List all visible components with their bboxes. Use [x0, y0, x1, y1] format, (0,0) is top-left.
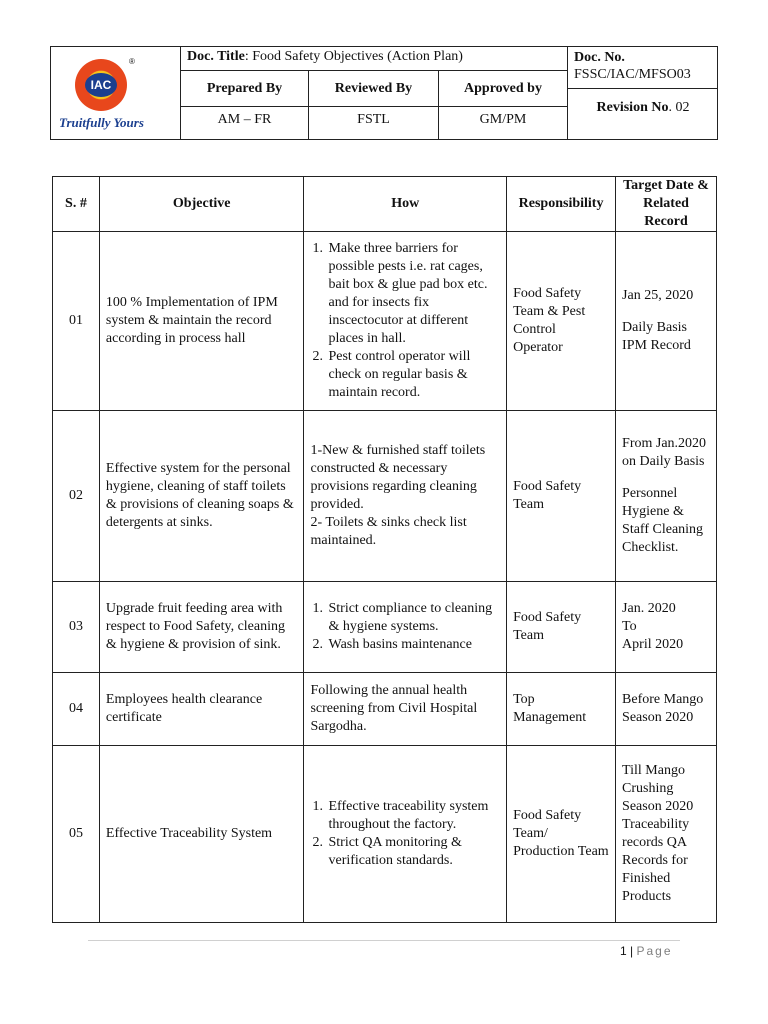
doc-number-value: FSSC/IAC/MFSO03	[574, 67, 691, 82]
doc-title	[181, 47, 568, 71]
column-header-sn: S. #	[53, 177, 100, 232]
cell-how	[304, 746, 507, 923]
how-item: 1. Strict compliance to cleaning & hygiene systems.	[326, 600, 500, 636]
target-line: Jan 25, 2020	[622, 288, 694, 303]
table-row	[53, 746, 717, 923]
logo-emblem-icon	[75, 59, 127, 111]
revision-label: Revision No	[596, 100, 669, 115]
company-logo	[51, 47, 181, 139]
revision-value: . 02	[668, 100, 690, 115]
how-item: 2. Pest control operator will check on regular basis & maintain record.	[326, 348, 500, 402]
target-line: Jan. 2020	[622, 601, 676, 616]
cell-sn: 02	[53, 411, 100, 582]
cell-objective: Employees health clearance certificate	[99, 673, 304, 746]
target-line: IPM Record	[622, 338, 691, 353]
table-row	[53, 582, 717, 673]
cell-responsibility: Food Safety Team/ Production Team	[507, 746, 616, 923]
doc-title-value: : Food Safety Objectives (Action Plan)	[244, 49, 463, 64]
logo-registered-mark: ®	[129, 57, 135, 66]
cell-objective: Effective system for the personal hygiene, cleaning of staff toilets & provisions of cleaning soaps & detergents at sinks.	[99, 411, 304, 582]
target-line: Daily Basis	[622, 320, 687, 335]
how-item: 2. Strict QA monitoring & verification standards.	[326, 834, 500, 870]
page-word: Page	[636, 944, 673, 958]
table-row	[53, 673, 717, 746]
prepared-by-value: AM – FR	[181, 107, 309, 139]
prepared-by-label: Prepared By	[181, 71, 309, 107]
cell-how	[304, 582, 507, 673]
target-line: April 2020	[622, 637, 684, 652]
column-header-responsibility: Responsibility	[507, 177, 616, 232]
approved-by-label: Approved by	[439, 71, 568, 107]
cell-target	[616, 232, 717, 411]
cell-how: Following the annual health screening from Civil Hospital Sargodha.	[304, 673, 507, 746]
cell-sn: 05	[53, 746, 100, 923]
document-header	[50, 46, 718, 140]
column-header-objective: Objective	[99, 177, 304, 232]
footer-divider	[88, 940, 680, 941]
cell-sn: 04	[53, 673, 100, 746]
how-line: 2- Toilets & sinks check list maintained.	[310, 515, 467, 548]
how-item: 1. Make three barriers for possible pests i.e. rat cages, bait box & glue pad box etc. and for insects fix inscectocutor at different places in hall.	[326, 240, 500, 348]
how-item: 2. Wash basins maintenance	[326, 636, 500, 654]
table-row	[53, 411, 717, 582]
cell-responsibility: Food Safety Team & Pest Control Operator	[507, 232, 616, 411]
target-line: To	[622, 619, 637, 634]
cell-how	[304, 232, 507, 411]
how-line: 1-New & furnished staff toilets constructed & necessary provisions regarding cleaning provided.	[310, 443, 486, 512]
table-header-row	[53, 177, 717, 232]
page-number-value: 1	[620, 944, 627, 958]
doc-number-label: Doc. No.	[574, 50, 625, 65]
cell-how	[304, 411, 507, 582]
column-header-how: How	[304, 177, 507, 232]
cell-sn: 03	[53, 582, 100, 673]
logo-tagline: Truitfully Yours	[59, 115, 144, 130]
target-line: Personnel Hygiene & Staff Cleaning Checklist.	[622, 486, 704, 555]
approved-by-value: GM/PM	[439, 107, 568, 139]
cell-sn: 01	[53, 232, 100, 411]
cell-objective: Effective Traceability System	[99, 746, 304, 923]
cell-target	[616, 411, 717, 582]
column-header-target: Target Date & Related Record	[616, 177, 717, 232]
logo-text: IAC	[85, 73, 117, 97]
doc-number	[568, 47, 718, 89]
objectives-table	[52, 176, 717, 923]
table-row	[53, 232, 717, 411]
how-item: 1. Effective traceability system throughout the factory.	[326, 798, 500, 834]
cell-responsibility: Food Safety Team	[507, 411, 616, 582]
cell-target: Till Mango Crushing Season 2020 Traceability records QA Records for Finished Products	[616, 746, 717, 923]
reviewed-by-value: FSTL	[309, 107, 439, 139]
page-number	[620, 944, 673, 958]
cell-target	[616, 582, 717, 673]
cell-objective: Upgrade fruit feeding area with respect to Food Safety, cleaning & hygiene & provision of sink.	[99, 582, 304, 673]
revision-number	[568, 89, 718, 139]
reviewed-by-label: Reviewed By	[309, 71, 439, 107]
cell-responsibility: Top Management	[507, 673, 616, 746]
target-line: From Jan.2020 on Daily Basis	[622, 436, 707, 469]
cell-responsibility: Food Safety Team	[507, 582, 616, 673]
page-separator: |	[626, 944, 637, 958]
cell-target: Before Mango Season 2020	[616, 673, 717, 746]
cell-objective: 100 % Implementation of IPM system & maintain the record according in process hall	[99, 232, 304, 411]
doc-title-label: Doc. Title	[187, 49, 245, 64]
